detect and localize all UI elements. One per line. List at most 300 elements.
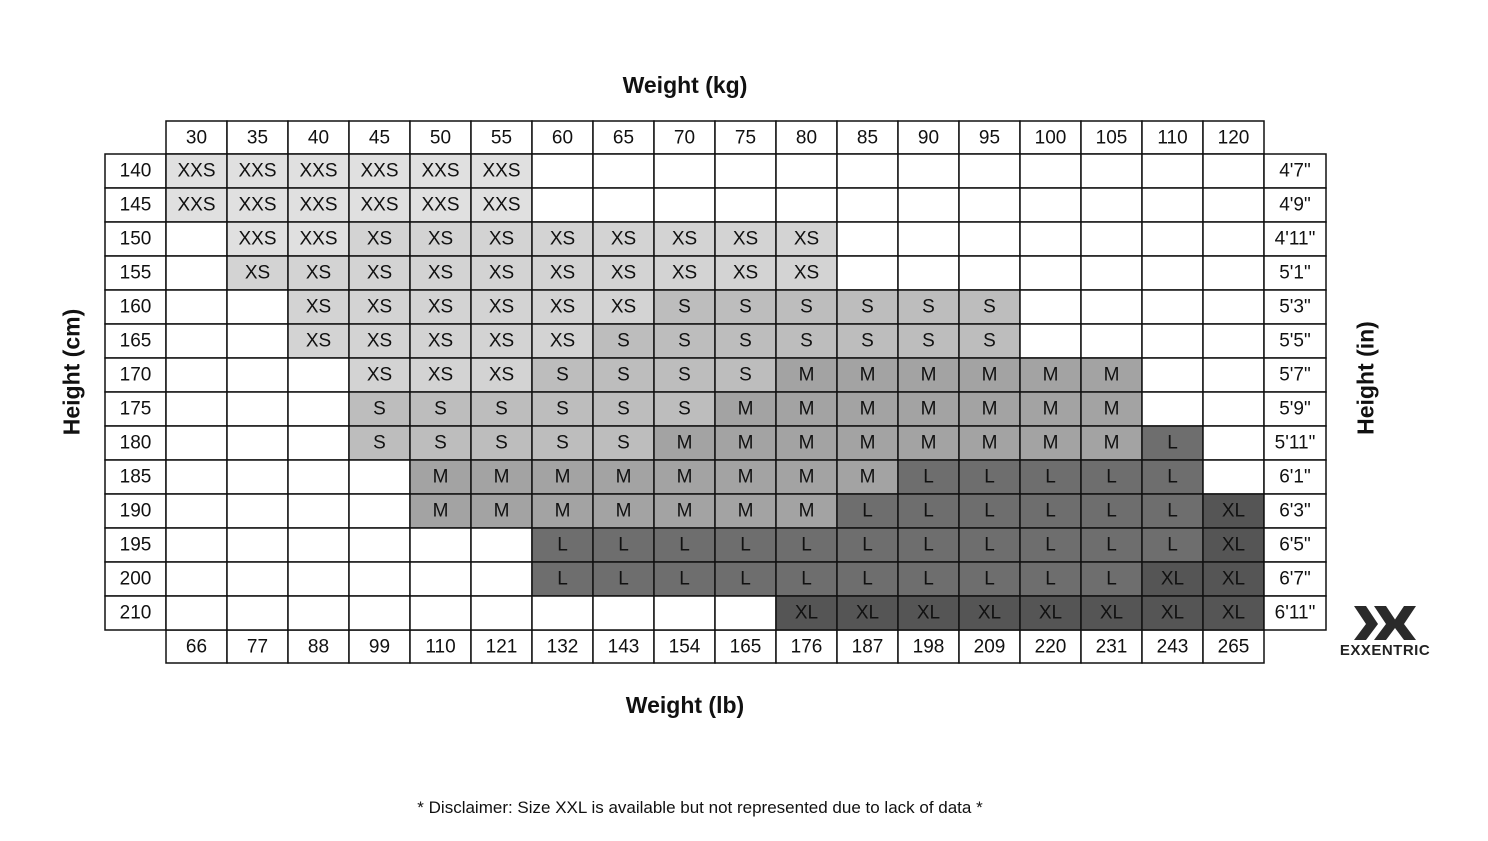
size-label: XXS: [482, 160, 521, 182]
size-cell: [349, 494, 410, 528]
size-label: L: [740, 568, 751, 590]
size-cell: [166, 324, 227, 358]
kg-tick-label: 65: [612, 127, 635, 149]
size-label: XS: [610, 228, 637, 250]
size-label: M: [737, 466, 754, 488]
top-axis-title: Weight (kg): [622, 72, 748, 98]
size-label: S: [678, 398, 691, 420]
size-label: S: [861, 296, 874, 318]
size-cell: [959, 154, 1020, 188]
size-label: XS: [549, 296, 576, 318]
size-label: XL: [794, 602, 819, 624]
size-label: XS: [305, 262, 332, 284]
size-label: XXS: [238, 228, 277, 250]
size-cell: [227, 392, 288, 426]
size-cell: [898, 256, 959, 290]
size-cell: [1081, 188, 1142, 222]
size-label: M: [554, 466, 571, 488]
lb-tick-label: 187: [851, 636, 884, 658]
size-cell: [593, 596, 654, 630]
size-cell: [898, 188, 959, 222]
size-label: XS: [488, 296, 515, 318]
size-cell: [1203, 426, 1264, 460]
size-cell: [1142, 154, 1203, 188]
size-cell: [288, 460, 349, 494]
size-label: L: [1106, 466, 1117, 488]
size-label: XS: [488, 228, 515, 250]
size-label: XS: [427, 228, 454, 250]
size-label: XXS: [299, 194, 338, 216]
size-label: S: [434, 398, 447, 420]
size-label: M: [493, 466, 510, 488]
size-label: XS: [305, 296, 332, 318]
size-cell: [1081, 222, 1142, 256]
size-cell: [1081, 324, 1142, 358]
size-label: XS: [366, 364, 393, 386]
size-cell: [471, 562, 532, 596]
kg-tick-label: 95: [978, 127, 1001, 149]
size-label: XXS: [360, 160, 399, 182]
lb-tick-label: 66: [185, 636, 208, 658]
size-label: XS: [244, 262, 271, 284]
size-label: M: [1103, 364, 1120, 386]
cm-tick-label: 180: [119, 432, 152, 454]
size-label: XS: [427, 262, 454, 284]
size-label: S: [617, 330, 630, 352]
disclaimer-text: * Disclaimer: Size XXL is available but not represented due to lack of data *: [417, 798, 983, 817]
size-cell: [1203, 222, 1264, 256]
size-cell: [227, 290, 288, 324]
size-label: XXS: [421, 160, 460, 182]
lb-tick-label: 154: [668, 636, 701, 658]
size-cell: [166, 596, 227, 630]
size-cell: [166, 256, 227, 290]
size-cell: [1142, 188, 1203, 222]
size-label: M: [859, 398, 876, 420]
in-tick-label: 6'3": [1279, 500, 1311, 522]
kg-tick-label: 80: [795, 127, 818, 149]
size-label: S: [617, 364, 630, 386]
lb-tick-label: 165: [729, 636, 762, 658]
size-label: M: [981, 432, 998, 454]
size-label: XS: [549, 228, 576, 250]
size-cell: [959, 256, 1020, 290]
size-cell: [532, 188, 593, 222]
cm-tick-label: 155: [119, 262, 152, 284]
in-tick-label: 6'5": [1279, 534, 1311, 556]
size-label: M: [798, 364, 815, 386]
in-tick-label: 6'7": [1279, 568, 1311, 590]
size-cell: [654, 188, 715, 222]
lb-tick-label: 88: [307, 636, 330, 658]
size-label: XS: [366, 296, 393, 318]
kg-tick-label: 90: [917, 127, 940, 149]
size-label: M: [920, 432, 937, 454]
size-label: XL: [1160, 602, 1185, 624]
cm-tick-label: 185: [119, 466, 152, 488]
size-cell: [166, 392, 227, 426]
size-label: M: [859, 364, 876, 386]
left-axis-title: Height (cm): [58, 308, 85, 436]
size-label: L: [679, 568, 690, 590]
in-tick-label: 5'7": [1279, 364, 1311, 386]
size-cell: [288, 392, 349, 426]
kg-tick-label: 75: [734, 127, 757, 149]
size-label: M: [798, 500, 815, 522]
size-cell: [1020, 256, 1081, 290]
size-label: S: [983, 330, 996, 352]
size-cell: [349, 528, 410, 562]
in-tick-label: 5'11": [1274, 432, 1316, 454]
size-cell: [471, 596, 532, 630]
size-label: L: [618, 568, 629, 590]
size-label: S: [678, 330, 691, 352]
size-cell: [1020, 188, 1081, 222]
size-cell: [166, 494, 227, 528]
size-label: M: [798, 466, 815, 488]
lb-tick-label: 198: [912, 636, 945, 658]
size-label: L: [984, 466, 995, 488]
size-cell: [1081, 290, 1142, 324]
size-cell: [1203, 188, 1264, 222]
size-label: XXS: [238, 194, 277, 216]
kg-tick-label: 70: [673, 127, 696, 149]
size-cell: [227, 426, 288, 460]
kg-tick-label: 120: [1217, 127, 1250, 149]
size-label: M: [1042, 432, 1059, 454]
lb-tick-label: 243: [1156, 636, 1189, 658]
size-label: M: [432, 500, 449, 522]
size-cell: [1203, 324, 1264, 358]
size-label: S: [739, 364, 752, 386]
size-cell: [166, 426, 227, 460]
size-label: M: [676, 500, 693, 522]
size-cell: [1203, 392, 1264, 426]
size-label: XS: [427, 330, 454, 352]
size-label: L: [923, 466, 934, 488]
size-label: L: [1045, 466, 1056, 488]
size-label: M: [981, 398, 998, 420]
kg-tick-label: 55: [490, 127, 513, 149]
size-label: L: [618, 534, 629, 556]
size-cell: [1203, 154, 1264, 188]
size-cell: [288, 358, 349, 392]
size-label: XS: [671, 262, 698, 284]
size-cell: [776, 188, 837, 222]
size-cell: [654, 154, 715, 188]
size-label: XXS: [360, 194, 399, 216]
size-cell: [288, 426, 349, 460]
size-label: XL: [1038, 602, 1063, 624]
size-label: L: [984, 534, 995, 556]
size-label: L: [862, 534, 873, 556]
size-label: M: [920, 398, 937, 420]
size-label: M: [920, 364, 937, 386]
size-cell: [288, 562, 349, 596]
size-cell: [1142, 392, 1203, 426]
size-label: L: [923, 534, 934, 556]
size-label: XXS: [299, 160, 338, 182]
size-cell: [1081, 154, 1142, 188]
size-label: XL: [1221, 602, 1246, 624]
size-cell: [1020, 290, 1081, 324]
size-label: L: [1106, 500, 1117, 522]
lb-tick-label: 143: [607, 636, 640, 658]
size-label: S: [983, 296, 996, 318]
size-label: S: [678, 364, 691, 386]
kg-tick-label: 105: [1095, 127, 1128, 149]
size-label: L: [1167, 466, 1178, 488]
size-label: XS: [427, 364, 454, 386]
size-label: XL: [1221, 534, 1246, 556]
size-cell: [1203, 358, 1264, 392]
size-label: XL: [1221, 568, 1246, 590]
size-cell: [837, 222, 898, 256]
kg-tick-label: 45: [368, 127, 391, 149]
size-label: M: [615, 466, 632, 488]
size-cell: [166, 222, 227, 256]
size-label: L: [1167, 432, 1178, 454]
size-label: S: [373, 432, 386, 454]
size-label: S: [922, 330, 935, 352]
lb-tick-label: 110: [425, 636, 456, 658]
size-cell: [1081, 256, 1142, 290]
size-label: S: [556, 364, 569, 386]
cm-tick-label: 210: [119, 602, 152, 624]
kg-tick-label: 60: [551, 127, 574, 149]
size-label: XS: [305, 330, 332, 352]
size-label: M: [798, 398, 815, 420]
lb-tick-label: 99: [368, 636, 391, 658]
size-label: XXS: [482, 194, 521, 216]
kg-tick-label: 30: [185, 127, 208, 149]
size-label: XL: [855, 602, 880, 624]
lb-tick-label: 220: [1034, 636, 1067, 658]
size-cell: [288, 528, 349, 562]
size-cell: [227, 596, 288, 630]
size-cell: [471, 528, 532, 562]
size-label: M: [859, 466, 876, 488]
size-label: S: [617, 432, 630, 454]
lb-tick-label: 176: [790, 636, 823, 658]
kg-tick-label: 110: [1157, 127, 1188, 149]
size-label: L: [1045, 500, 1056, 522]
size-label: L: [801, 568, 812, 590]
size-label: L: [1045, 568, 1056, 590]
size-cell: [1203, 460, 1264, 494]
size-label: XS: [610, 296, 637, 318]
size-cell: [1142, 358, 1203, 392]
cm-tick-label: 150: [119, 228, 152, 250]
size-label: L: [557, 534, 568, 556]
size-cell: [898, 154, 959, 188]
size-label: XS: [549, 262, 576, 284]
size-label: XXS: [177, 160, 216, 182]
size-cell: [1142, 324, 1203, 358]
logo-text: EXXENTRIC: [1339, 642, 1431, 659]
size-label: M: [737, 432, 754, 454]
size-label: XS: [427, 296, 454, 318]
size-cell: [898, 222, 959, 256]
size-label: L: [1045, 534, 1056, 556]
size-cell: [837, 188, 898, 222]
size-label: XXS: [177, 194, 216, 216]
size-cell: [715, 596, 776, 630]
size-label: XS: [488, 262, 515, 284]
size-label: M: [981, 364, 998, 386]
size-label: S: [373, 398, 386, 420]
size-label: XL: [916, 602, 941, 624]
size-label: L: [984, 568, 995, 590]
size-cell: [349, 460, 410, 494]
size-label: XS: [793, 228, 820, 250]
size-label: XS: [366, 228, 393, 250]
size-cell: [593, 154, 654, 188]
size-label: XS: [549, 330, 576, 352]
size-cell: [410, 596, 471, 630]
size-label: XS: [610, 262, 637, 284]
size-label: XS: [488, 330, 515, 352]
cm-tick-label: 160: [119, 296, 152, 318]
size-label: M: [676, 432, 693, 454]
size-label: S: [556, 432, 569, 454]
size-label: L: [1106, 534, 1117, 556]
in-tick-label: 5'9": [1279, 398, 1311, 420]
size-label: XXS: [421, 194, 460, 216]
lb-tick-label: 77: [246, 636, 269, 658]
size-cell: [410, 528, 471, 562]
size-label: L: [557, 568, 568, 590]
lb-tick-label: 209: [973, 636, 1006, 658]
size-cell: [654, 596, 715, 630]
size-cell: [837, 256, 898, 290]
size-cell: [166, 562, 227, 596]
size-label: XS: [488, 364, 515, 386]
size-label: XXS: [238, 160, 277, 182]
size-label: M: [554, 500, 571, 522]
size-cell: [593, 188, 654, 222]
size-label: XS: [366, 330, 393, 352]
size-label: M: [859, 432, 876, 454]
size-cell: [349, 562, 410, 596]
kg-tick-label: 35: [246, 127, 269, 149]
size-label: M: [1042, 398, 1059, 420]
size-label: M: [493, 500, 510, 522]
size-label: S: [739, 296, 752, 318]
size-label: L: [679, 534, 690, 556]
cm-tick-label: 195: [119, 534, 152, 556]
size-cell: [1142, 290, 1203, 324]
size-cell: [227, 460, 288, 494]
size-label: XS: [732, 228, 759, 250]
size-cell: [166, 460, 227, 494]
size-label: L: [984, 500, 995, 522]
size-label: XL: [1221, 500, 1246, 522]
size-cell: [349, 596, 410, 630]
size-label: M: [432, 466, 449, 488]
size-label: XS: [671, 228, 698, 250]
kg-tick-label: 100: [1034, 127, 1067, 149]
bottom-axis-title: Weight (lb): [625, 692, 745, 718]
size-label: M: [798, 432, 815, 454]
size-label: S: [922, 296, 935, 318]
size-label: M: [1103, 398, 1120, 420]
cm-tick-label: 140: [119, 160, 152, 182]
size-cell: [1142, 256, 1203, 290]
in-tick-label: 5'3": [1279, 296, 1311, 318]
size-cell: [166, 358, 227, 392]
size-label: XS: [366, 262, 393, 284]
size-label: XL: [1099, 602, 1124, 624]
size-cell: [166, 528, 227, 562]
kg-tick-label: 85: [856, 127, 879, 149]
in-tick-label: 4'11": [1274, 228, 1316, 250]
size-label: S: [800, 296, 813, 318]
size-cell: [1203, 256, 1264, 290]
cm-tick-label: 145: [119, 194, 152, 216]
cm-tick-label: 165: [119, 330, 152, 352]
size-cell: [776, 154, 837, 188]
size-label: S: [556, 398, 569, 420]
size-label: M: [737, 500, 754, 522]
size-label: S: [861, 330, 874, 352]
size-label: XL: [977, 602, 1002, 624]
size-label: M: [737, 398, 754, 420]
size-cell: [959, 222, 1020, 256]
size-label: L: [801, 534, 812, 556]
size-cell: [1020, 324, 1081, 358]
size-cell: [1203, 290, 1264, 324]
size-label: XXS: [299, 228, 338, 250]
lb-tick-label: 231: [1095, 636, 1128, 658]
size-cell: [227, 494, 288, 528]
right-axis-title: Height (in): [1352, 321, 1379, 435]
kg-tick-label: 40: [307, 127, 330, 149]
size-label: M: [676, 466, 693, 488]
size-label: XS: [793, 262, 820, 284]
size-cell: [227, 324, 288, 358]
in-tick-label: 4'9": [1279, 194, 1311, 216]
size-label: L: [1167, 500, 1178, 522]
cm-tick-label: 170: [119, 364, 152, 386]
size-label: L: [862, 568, 873, 590]
size-label: L: [1106, 568, 1117, 590]
lb-tick-label: 265: [1217, 636, 1250, 658]
size-cell: [288, 596, 349, 630]
size-label: S: [739, 330, 752, 352]
size-label: L: [740, 534, 751, 556]
size-label: S: [678, 296, 691, 318]
size-cell: [715, 154, 776, 188]
size-cell: [715, 188, 776, 222]
size-label: L: [1167, 534, 1178, 556]
lb-tick-label: 132: [546, 636, 579, 658]
size-cell: [1020, 154, 1081, 188]
size-cell: [959, 188, 1020, 222]
in-tick-label: 6'11": [1274, 602, 1316, 624]
size-label: S: [495, 398, 508, 420]
size-cell: [166, 290, 227, 324]
in-tick-label: 5'5": [1279, 330, 1311, 352]
size-cell: [532, 154, 593, 188]
cm-tick-label: 200: [119, 568, 152, 590]
size-label: S: [434, 432, 447, 454]
size-label: M: [615, 500, 632, 522]
size-cell: [1020, 222, 1081, 256]
size-cell: [227, 562, 288, 596]
size-label: L: [923, 500, 934, 522]
size-label: S: [617, 398, 630, 420]
